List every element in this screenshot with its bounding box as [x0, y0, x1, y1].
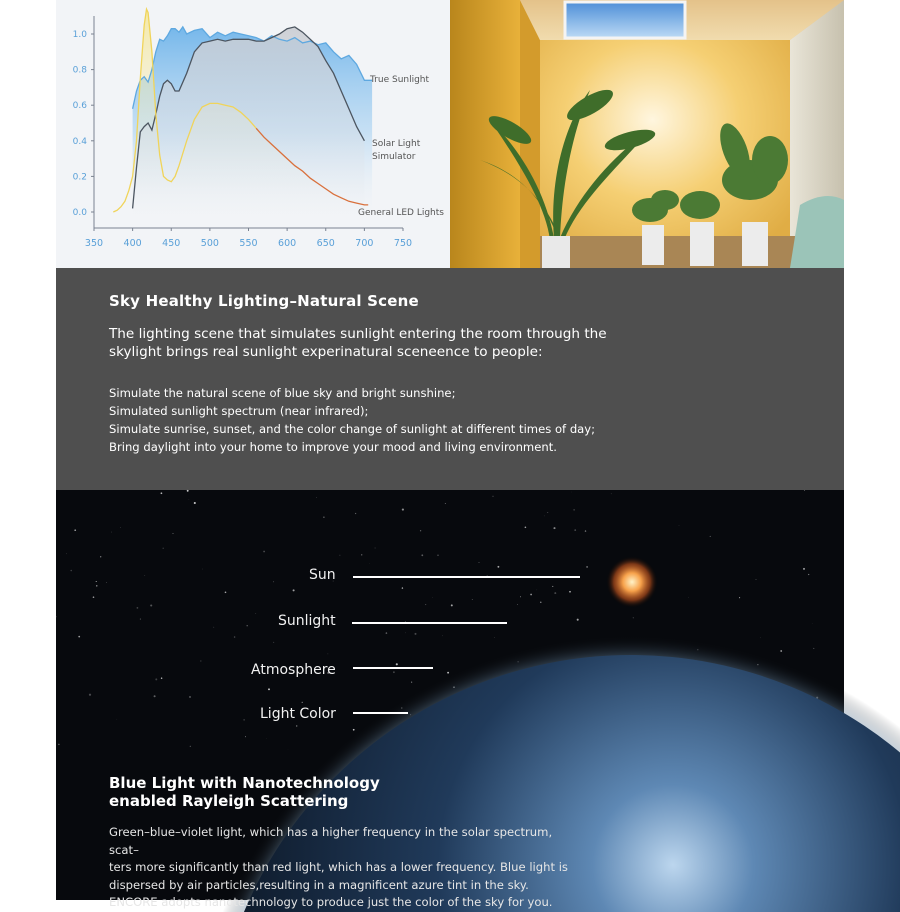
- star: [194, 502, 196, 504]
- label-true-sunlight: True Sunlight: [369, 75, 430, 85]
- y-tick-label: 1.0: [73, 30, 88, 40]
- star: [520, 596, 521, 597]
- star: [386, 632, 388, 634]
- intro-lead-line1: The lighting scene that simulates sunlight entering the room through the: [109, 326, 607, 342]
- y-tick-label: 0.4: [73, 137, 88, 147]
- star: [100, 556, 101, 557]
- star: [586, 566, 588, 568]
- rayleigh-heading-line1: Blue Light with Nanotechnology: [109, 774, 380, 792]
- star: [547, 512, 548, 513]
- star: [780, 650, 782, 652]
- star: [411, 682, 412, 683]
- star: [803, 568, 805, 570]
- sun-icon: [606, 556, 658, 608]
- star: [375, 547, 376, 548]
- room-illustration: [450, 0, 844, 268]
- intro-title: Sky Healthy Lighting–Natural Scene: [109, 292, 419, 310]
- star: [155, 678, 157, 680]
- star: [553, 527, 555, 529]
- pointer-sun: [353, 576, 580, 578]
- pointer-sunlight: [352, 622, 507, 624]
- star: [189, 696, 190, 697]
- star: [414, 633, 416, 635]
- label-sunlight: Sunlight: [278, 613, 336, 629]
- star: [679, 525, 680, 526]
- description-line: Green–blue–violet light, which has a higher frequency in the solar spectrum, scat–: [109, 825, 552, 857]
- star: [293, 589, 295, 591]
- star: [497, 566, 499, 568]
- star: [633, 617, 634, 618]
- feature-item: Simulated sunlight spectrum (near infrared);: [109, 402, 595, 420]
- star: [120, 527, 121, 528]
- star: [804, 490, 805, 491]
- star: [70, 570, 72, 572]
- label-general-led: General LED Lights: [358, 208, 444, 218]
- star: [393, 671, 395, 673]
- star: [117, 719, 118, 720]
- star: [447, 672, 449, 674]
- intro-section: [56, 268, 844, 490]
- feature-item: Bring daylight into your home to improve your mood and living environment.: [109, 438, 595, 456]
- x-tick-label: 750: [394, 238, 412, 249]
- star: [537, 590, 538, 591]
- star: [478, 562, 479, 563]
- star: [96, 585, 97, 586]
- star: [245, 736, 246, 737]
- y-tick-label: 0.8: [73, 66, 88, 76]
- star: [688, 597, 689, 598]
- star: [544, 516, 545, 517]
- star: [187, 490, 189, 492]
- star: [111, 532, 112, 533]
- label-light-color: Light Color: [260, 706, 336, 722]
- star: [756, 579, 757, 580]
- star: [710, 536, 711, 537]
- label-simulator-line1: Solar Light: [372, 139, 421, 149]
- rayleigh-section: [56, 490, 844, 900]
- star: [472, 599, 473, 600]
- star: [525, 526, 527, 528]
- star: [813, 648, 814, 649]
- star: [540, 602, 541, 603]
- star: [273, 642, 274, 643]
- pointer-light-color: [353, 712, 408, 714]
- star: [425, 604, 426, 605]
- star: [268, 688, 270, 690]
- star: [58, 744, 60, 746]
- star: [78, 636, 80, 638]
- star: [190, 746, 191, 747]
- star: [161, 677, 162, 678]
- star: [55, 616, 56, 617]
- star: [445, 503, 446, 504]
- star: [145, 575, 146, 576]
- star: [189, 499, 190, 500]
- star: [140, 619, 141, 620]
- star: [585, 530, 586, 531]
- star: [402, 509, 404, 511]
- y-tick-label: 0.6: [73, 101, 88, 111]
- star: [611, 493, 612, 494]
- star: [577, 619, 579, 621]
- star: [421, 554, 423, 556]
- star: [96, 581, 97, 582]
- intro-feature-list: [109, 384, 595, 456]
- spectrum-chart-panel: [56, 0, 450, 268]
- x-tick-label: 350: [85, 238, 103, 249]
- star: [302, 702, 303, 703]
- label-atmosphere: Atmosphere: [251, 662, 336, 678]
- star: [273, 581, 274, 582]
- star: [200, 661, 201, 662]
- intro-lead: [109, 325, 629, 361]
- star: [173, 533, 174, 534]
- star: [442, 636, 443, 637]
- star: [243, 719, 244, 720]
- star: [328, 654, 329, 655]
- y-tick-label: 0.0: [73, 208, 88, 218]
- star: [739, 597, 740, 598]
- star: [296, 725, 297, 726]
- x-tick-label: 450: [162, 238, 180, 249]
- star: [225, 591, 227, 593]
- star: [339, 555, 340, 556]
- star: [420, 530, 421, 531]
- rayleigh-description: [109, 824, 579, 912]
- star: [437, 555, 438, 556]
- star: [530, 594, 532, 596]
- star: [106, 582, 107, 583]
- description-line: dispersed by air particles,resulting in a magnificent azure tint in the sky.: [109, 878, 529, 892]
- star: [246, 625, 247, 626]
- spectrum-chart: [56, 0, 450, 268]
- star: [323, 516, 325, 518]
- star: [396, 663, 398, 665]
- feature-item: Simulate sunrise, sunset, and the color change of sunlight at different times of day;: [109, 420, 595, 438]
- description-line: ENCORE adopts nanotechnology to produce just the color of the sky for you.: [109, 895, 552, 909]
- star: [234, 636, 236, 638]
- room-photo: [450, 0, 844, 268]
- x-tick-label: 500: [201, 238, 219, 249]
- x-tick-label: 650: [317, 238, 335, 249]
- star: [402, 587, 403, 588]
- x-tick-label: 600: [278, 238, 296, 249]
- x-tick-label: 700: [355, 238, 373, 249]
- rayleigh-heading-line2: enabled Rayleigh Scattering: [109, 792, 348, 810]
- x-tick-label: 400: [124, 238, 142, 249]
- rayleigh-heading: [109, 774, 380, 810]
- star: [154, 695, 156, 697]
- star: [66, 553, 67, 554]
- star: [161, 492, 163, 494]
- star: [150, 604, 152, 606]
- description-line: ters more significantly than red light, which has a lower frequency. Blue light is: [109, 860, 568, 874]
- feature-item: Simulate the natural scene of blue sky and bright sunshine;: [109, 384, 595, 402]
- star: [74, 529, 76, 531]
- label-sun: Sun: [309, 567, 336, 583]
- star: [574, 529, 576, 531]
- star: [554, 592, 556, 594]
- star: [808, 574, 809, 575]
- star: [163, 548, 164, 549]
- pointer-atmosphere: [353, 667, 433, 669]
- star: [569, 591, 571, 593]
- star: [451, 604, 453, 606]
- star: [760, 638, 761, 639]
- y-tick-label: 0.2: [73, 172, 87, 182]
- star: [256, 613, 257, 614]
- star: [355, 513, 356, 514]
- star: [137, 607, 139, 609]
- star: [213, 627, 214, 628]
- star: [361, 554, 362, 555]
- x-tick-label: 550: [239, 238, 257, 249]
- product-page: [56, 0, 844, 900]
- intro-lead-line2: skylight brings real sunlight experinatural sceneence to people:: [109, 344, 543, 360]
- star: [493, 496, 494, 497]
- label-simulator-line2: Simulator: [372, 152, 416, 162]
- star: [517, 604, 518, 605]
- star: [494, 637, 495, 638]
- star: [93, 596, 95, 598]
- star: [573, 509, 574, 510]
- star: [263, 551, 265, 553]
- star: [89, 694, 91, 696]
- star: [353, 729, 355, 731]
- star: [316, 497, 317, 498]
- star: [552, 586, 553, 587]
